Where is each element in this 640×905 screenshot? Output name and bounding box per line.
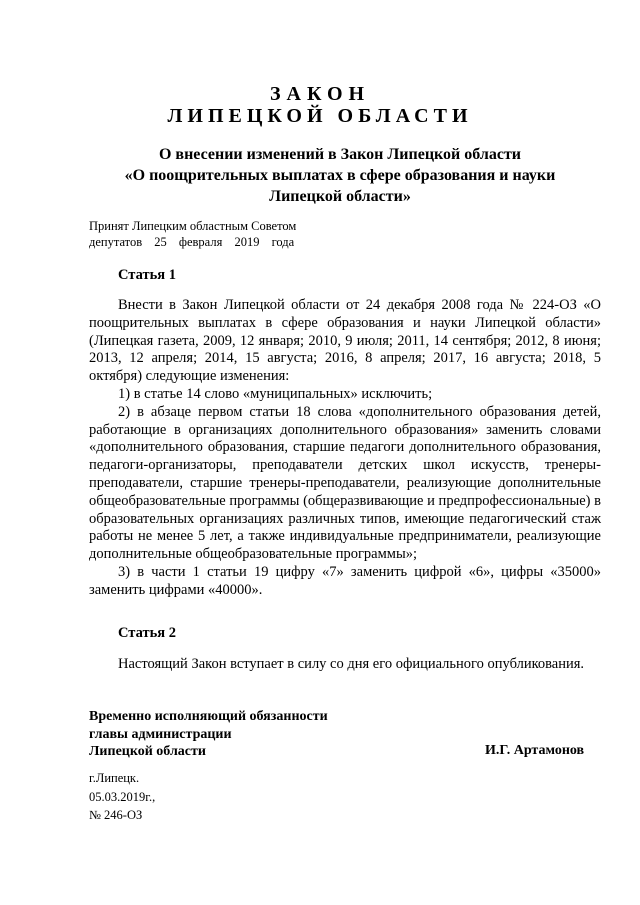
article-2-text: Настоящий Закон вступает в силу со дня его официального опубликования. — [118, 656, 585, 672]
adoption-date-line: депутатов 25 февраля 2019 года — [89, 235, 295, 249]
footer-number: № 246-ОЗ — [89, 808, 143, 822]
article-1-item-3: 3) в части 1 статьи 19 цифру «7» заменить цифрой «6», цифры «35000» заменить цифрами «40000». — [89, 563, 601, 598]
article-1-body — [89, 297, 601, 600]
subtitle-line: «О поощрительных выплатах в сфере образования и науки — [124, 167, 556, 184]
law-region-title: ЛИПЕЦКОЙ ОБЛАСТИ — [167, 105, 473, 127]
article-2-body — [89, 656, 601, 674]
adoption-note — [89, 218, 296, 250]
article-1-item-2: 2) в абзаце первом статьи 18 слова «дополнительного образования детей, работающие в организациях дополнительного образования» заменить словами «дополнительного образования, старшие педагоги дополнительного образования, педагоги-организаторы, преподаватели детских школ искусств, тренеры-преподаватели, старшие тренеры-преподаватели, реализующие дополнительные общеобразовательные программы (общеразвивающие и предпрофессиональные) в образовательных организациях различных типов, имеющие педагогический стаж работы не менее 5 лет, а также индивидуальные предприниматели, реализующие дополнительные общеобразовательные программы»; — [89, 403, 601, 563]
article-1-intro: Внести в Закон Липецкой области от 24 декабря 2008 года № 224-ОЗ «О поощрительных выплатах в сфере образования и науки Липецкой области» (Липецкая газета, 2009, 12 января; 2010, 9 июля; 2011, 14 сентября; 2012, 8 июня; 2013, 12 апреля; 2014, 15 августа; 2016, 8 апреля; 2017, 16 августа; 2018, 5 октября) следующие изменения: — [89, 297, 601, 385]
footer-date: 05.03.2019г., — [89, 789, 156, 804]
signature-position-line: главы администрации — [89, 726, 232, 742]
signature-block — [89, 708, 328, 761]
article-1-item-1: 1) в статье 14 слово «муниципальных» исключить; — [118, 385, 433, 402]
subtitle-line: Липецкой области» — [269, 188, 411, 205]
law-title: ЗАКОН — [269, 83, 371, 105]
law-subtitle — [90, 144, 590, 207]
signature-position-line: Липецкой области — [89, 744, 206, 759]
subtitle-line: О внесении изменений в Закон Липецкой области — [158, 146, 522, 163]
signature-position-line: Временно исполняющий обязанности — [89, 709, 328, 724]
signer-name: И.Г. Артамонов — [485, 743, 585, 758]
document-footer — [89, 769, 155, 825]
article-2-heading: Статья 2 — [118, 625, 176, 641]
adoption-line: Принят Липецким областным Советом — [89, 219, 297, 233]
article-1-heading: Статья 1 — [118, 267, 176, 283]
footer-city: г.Липецк. — [89, 771, 140, 785]
